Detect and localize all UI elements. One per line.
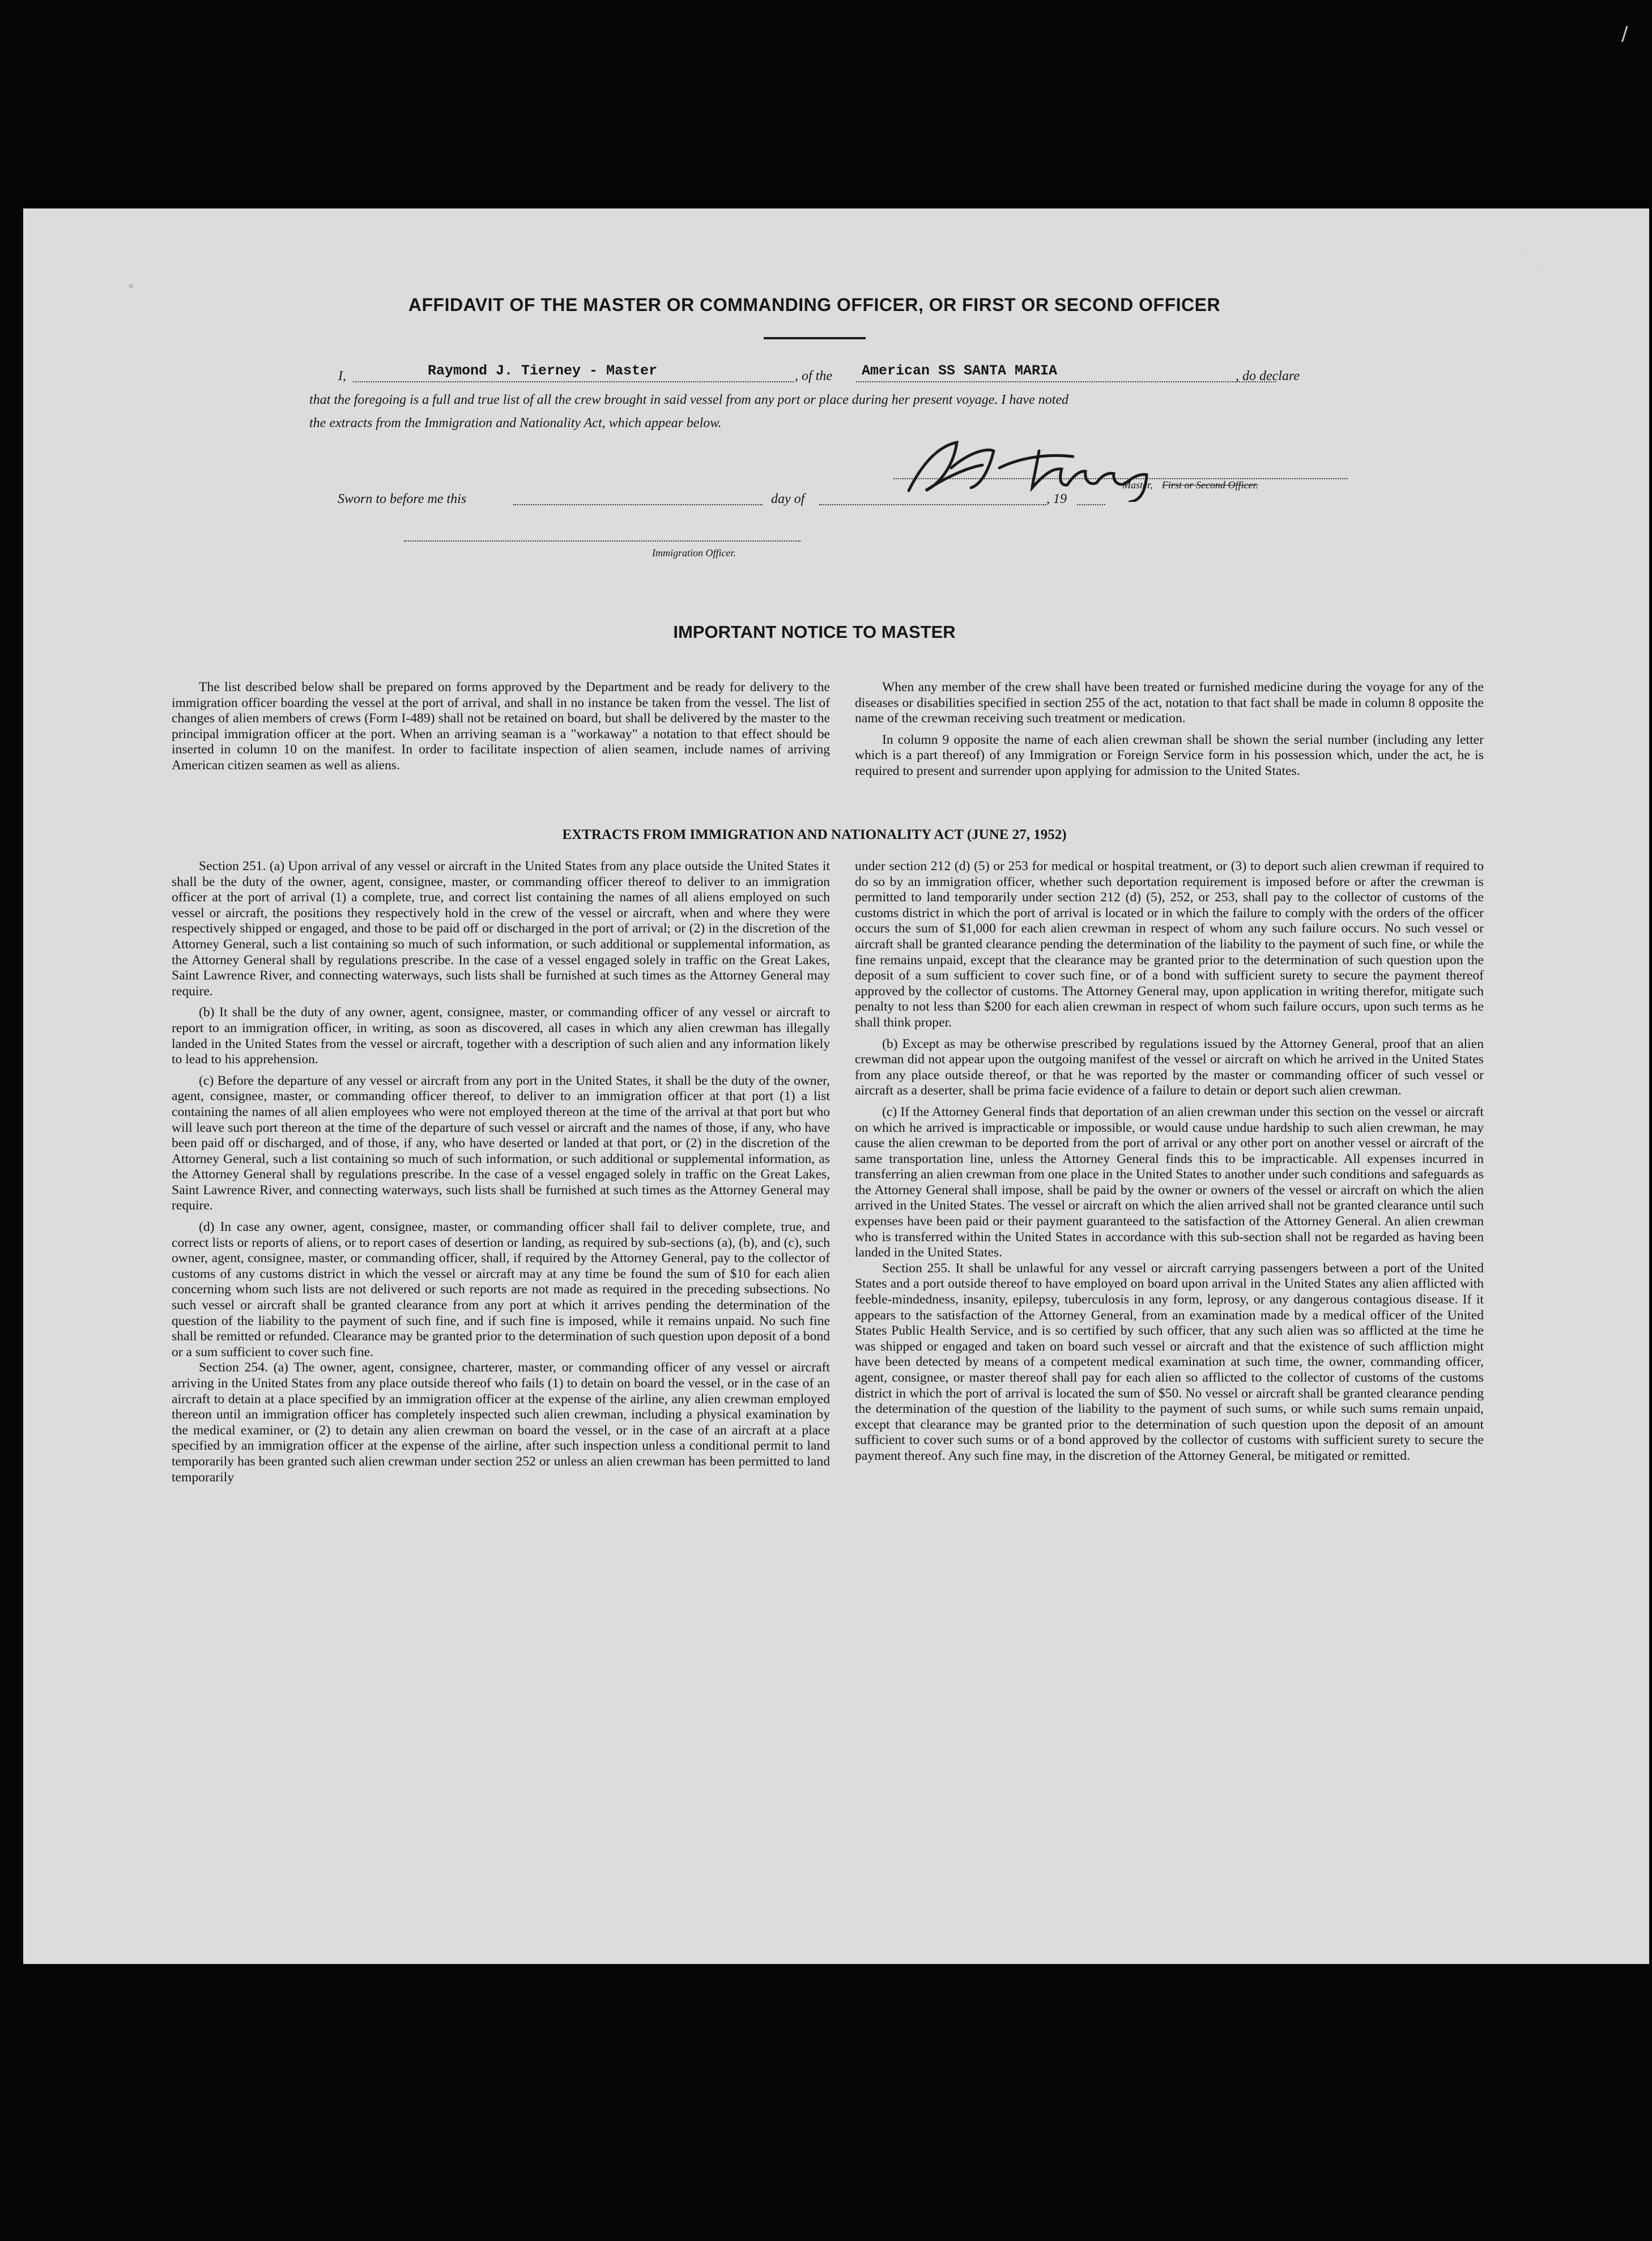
immigration-officer-label: Immigration Officer. bbox=[652, 547, 736, 559]
master-label: Master, bbox=[1122, 479, 1153, 491]
title-divider bbox=[764, 337, 866, 339]
declaration-line-3: the extracts from the Immigration and Nationality Act, which appear below. bbox=[309, 416, 722, 431]
officer-signature-blank bbox=[404, 540, 801, 542]
year-label: , 19 bbox=[1046, 492, 1067, 506]
extracts-right-column bbox=[855, 859, 1484, 1464]
sworn-month-blank bbox=[819, 504, 1046, 505]
i-label: I, bbox=[338, 369, 346, 384]
section-254a: Section 254. (a) The owner, agent, consignee, charterer, master, or commanding officer of any vessel or aircraft arriving in the United States from any place outside thereof who fails (1) to detain on board the vessel, or in the case of an aircraft to detain at a place specified by an immigration officer at the expense of the airline, any alien crewman employed thereon until an immigration officer has completely inspected such alien crewman, including a physical examination by the medical examiner, or (2) to detain any alien crewman on board the vessel, or in the case of an aircraft at a place specified by an immigration officer at the expense of the airline, after such inspection unless a conditional permit to land temporarily has been granted such alien crewman under section 252 or unless an alien crewman has been permitted to land temporarily bbox=[172, 1360, 830, 1485]
sworn-day-blank bbox=[513, 504, 763, 505]
section-255: Section 255. It shall be unlawful for any vessel or aircraft carrying passengers between a port of the United States and a port outside thereof to have employed on board upon arrival in the United States any alien afflicted with feeble-mindedness, insanity, epilepsy, tuberculosis in any form, leprosy, or any dangerous contagious disease. If it appears to the satisfaction of the Attorney General, from an examination made by a medical officer of the United States Public Health Service, and is so certified by such officer, that any such alien was so afflicted at the time he was shipped or engaged and taken on board such vessel or aircraft and that the existence of such affliction might have been detected by means of a competent medical examination at such time, the owner, commanding officer, agent, consignee, or master thereof shall pay for each alien so afflicted to the collector of customs of the customs district in which the port of arrival is located the sum of $50. No vessel or aircraft shall be granted clearance pending the determination of the question of the liability to the payment of such sums, or while such sums remain unpaid, except that clearance may be granted prior to the determination of such question upon the deposit of an amount sufficient to cover such sums or of a bond approved by the collector of customs with sufficient surety to secure the payment thereof. Any such fine may, in the discretion of the Attorney General, be mitigated or remitted. bbox=[855, 1260, 1484, 1463]
margin-mark: ᵉ bbox=[129, 281, 134, 295]
scan-speck: / bbox=[1621, 23, 1628, 45]
notice-title: IMPORTANT NOTICE TO MASTER bbox=[673, 622, 956, 642]
vessel-blank bbox=[856, 381, 1276, 382]
section-251d: (d) In case any owner, agent, consignee, master, or commanding officer shall fail to deliver complete, true, and correct lists or reports of aliens, or to report cases of desertion or landing, as required by sub-sections (a), (b), and (c), such owner, agent, consignee, master, or commanding officer, shall, if required by the Attorney General, pay to the collector of customs of any customs district in which the vessel or aircraft may at any time be found the sum of $10 for each alien concerning whom such lists are not delivered or such reports are not made as required in the preceding subsections. No such vessel or aircraft shall be granted clearance from any port at which it arrives pending the determination of the question of the liability to the payment of such fine, and if such fine is imposed, while it remains unpaid. No such fine shall be remitted or refunded. Clearance may be granted prior to the determination of such question upon deposit of a bond or a sum sufficient to cover such fine. bbox=[172, 1220, 830, 1360]
declaration-line-2: that the foregoing is a full and true list of all the crew brought in said vessel from any port or place during her present voyage. I have noted bbox=[309, 393, 1069, 407]
section-251b: (b) It shall be the duty of any owner, agent, consignee, master, or commanding officer of any vessel or aircraft to report to an immigration officer, in writing, as soon as discovered, all cases in which any alien crewman has illegally landed in the United States from the vessel or aircraft, together with a description of such alien and any information likely to lead to his apprehension. bbox=[172, 1005, 830, 1067]
scan-speck: . bbox=[1539, 258, 1542, 270]
notice-paragraph: The list described below shall be prepared on forms approved by the Department and be ready for delivery to the immigration officer boarding the vessel at the port of arrival, and shall in no instance be taken from the vessel. The list of changes of alien members of crews (Form I-489) shall not be retained on board, but shall be delivered by the master to the principal immigration officer at the port. When an arriving seaman is a "workaway" a notation to that effect should be inserted in column 10 on the manifest. In order to facilitate inspection of alien seamen, include names of arriving American citizen seamen as well as aliens. bbox=[172, 680, 830, 773]
day-of-label: day of bbox=[771, 492, 805, 506]
extracts-title: EXTRACTS FROM IMMIGRATION AND NATIONALITY ACT (JUNE 27, 1952) bbox=[562, 827, 1067, 842]
of-the-label: , of the bbox=[795, 369, 832, 384]
scan-speck: . bbox=[1523, 241, 1526, 253]
notice-paragraph: In column 9 opposite the name of each alien crewman shall be shown the serial number (including any letter which is a part thereof) of any Immigration or Foreign Service form in his possession which, under the act, he is required to present and surrender upon applying for admission to the United States. bbox=[855, 732, 1484, 778]
affidavit-title: AFFIDAVIT OF THE MASTER OR COMMANDING OFFICER, OR FIRST OR SECOND OFFICER bbox=[408, 295, 1221, 315]
section-254b: (b) Except as may be otherwise prescribed by regulations issued by the Attorney General, proof that an alien crewman did not appear upon the outgoing manifest of the vessel or aircraft on which he arrived in the United States from any place outside thereof, or that he was reported by the master or commanding officer of such vessel or aircraft as a deserter, shall be prima facie evidence of a failure to detain or deport such alien crewman. bbox=[855, 1036, 1484, 1098]
do-declare-label: , do declare bbox=[1236, 369, 1300, 384]
section-251a: Section 251. (a) Upon arrival of any vessel or aircraft in the United States from any place outside the United States it shall be the duty of the owner, agent, consignee, master, or commanding officer thereof to deliver to an immigration officer at the port of arrival (1) a complete, true, and correct list containing the names of all aliens employed on such vessel or aircraft, the positions they respectively hold in the crew of the vessel or aircraft, when and where they were respectively shipped or engaged, and those to be paid off or discharged in the port of arrival; or (2) in the discretion of the Attorney General, such a list containing so much of such information, or such additional or supplemental information, as the Attorney General shall by regulations prescribe. In the case of a vessel engaged solely in traffic on the Great Lakes, Saint Lawrence River, and connecting waterways, such lists shall be furnished at such times as the Attorney General may require. bbox=[172, 859, 830, 999]
notice-right-column bbox=[855, 680, 1484, 779]
notice-left-column bbox=[172, 680, 830, 774]
master-name: Raymond J. Tierney - Master bbox=[428, 363, 658, 379]
struck-officer-label: First or Second Officer. bbox=[1162, 479, 1258, 491]
document-page bbox=[23, 208, 1649, 1964]
name-blank bbox=[353, 381, 794, 382]
sworn-label: Sworn to before me this bbox=[338, 492, 467, 506]
section-254a-continued: under section 212 (d) (5) or 253 for medical or hospital treatment, or (3) to deport such alien crewman if required to do so by an immigration officer, whether such deportation requirement is imposed before or after the crewman is permitted to land temporarily under section 212 (d) (5), 252, or 253, shall pay to the collector of customs of the customs district in which the port of arrival is located or in which the failure to comply with the orders of the officer occurs the sum of $1,000 for each alien crewman in respect of whom any such failure occurs. No such vessel or aircraft shall be granted clearance pending the determination of the liability to the payment of such fine, or while the fine remains unpaid, except that the clearance may be granted prior to the determination of such question upon the deposit of a sum sufficient to cover such fine, or of a bond with sufficient surety to secure the payment thereof approved by the collector of customs. The Attorney General may, upon application in writing therefor, mitigate such penalty to not less than $200 for each alien crewman in respect of whom such failure occurs, upon such terms as he shall think proper. bbox=[855, 859, 1484, 1030]
section-251c: (c) Before the departure of any vessel or aircraft from any port in the United States, it shall be the duty of the owner, agent, consignee, master, or commanding officer thereof, to deliver to an immigration officer at that port (1) a list containing the names of all alien employees who were not employed thereon at the time of the arrival at that port but who will leave such port thereon at the time of the departure of such vessel or aircraft and the names of those, if any, who have been paid off or discharged, and of those, if any, who have deserted or landed at that port, or (2) in the discretion of the Attorney General, such a list containing so much of such information, or such additional or supplemental information, as the Attorney General shall by regulations prescribe. In the case of a vessel engaged solely in traffic on the Great Lakes, Saint Lawrence River, and connecting waterways, such lists shall be furnished at such times as the Attorney General may require. bbox=[172, 1073, 830, 1213]
notice-paragraph: When any member of the crew shall have been treated or furnished medicine during the voyage for any of the diseases or disabilities specified in section 255 of the act, notation to that fact shall be made in column 8 opposite the name of the crewman receiving such treatment or medication. bbox=[855, 680, 1484, 726]
extracts-left-column bbox=[172, 859, 830, 1485]
sworn-year-blank bbox=[1077, 504, 1105, 505]
vessel-name: American SS SANTA MARIA bbox=[862, 363, 1058, 379]
section-254c: (c) If the Attorney General finds that deportation of an alien crewman under this section on the vessel or aircraft on which he arrived is impracticable or impossible, or would cause undue hardship to such alien crewman, he may cause the alien crewman to be deported from the port of arrival or any other port on another vessel or aircraft of the same transportation line, unless the Attorney General finds this to be impracticable. All expenses incurred in transferring an alien crewman from one place in the United States to another under such conditions and safeguards as the Attorney General shall impose, shall be paid by the owner or owners of the vessel or aircraft on which the alien arrived in the United States. The vessel or aircraft on which the alien arrived shall not be granted clearance until such expenses have been paid or their payment guaranteed to the satisfaction of the Attorney General. An alien crewman who is transferred within the United States in accordance with this sub-section shall not be regarded as having been landed in the United States. bbox=[855, 1104, 1484, 1260]
